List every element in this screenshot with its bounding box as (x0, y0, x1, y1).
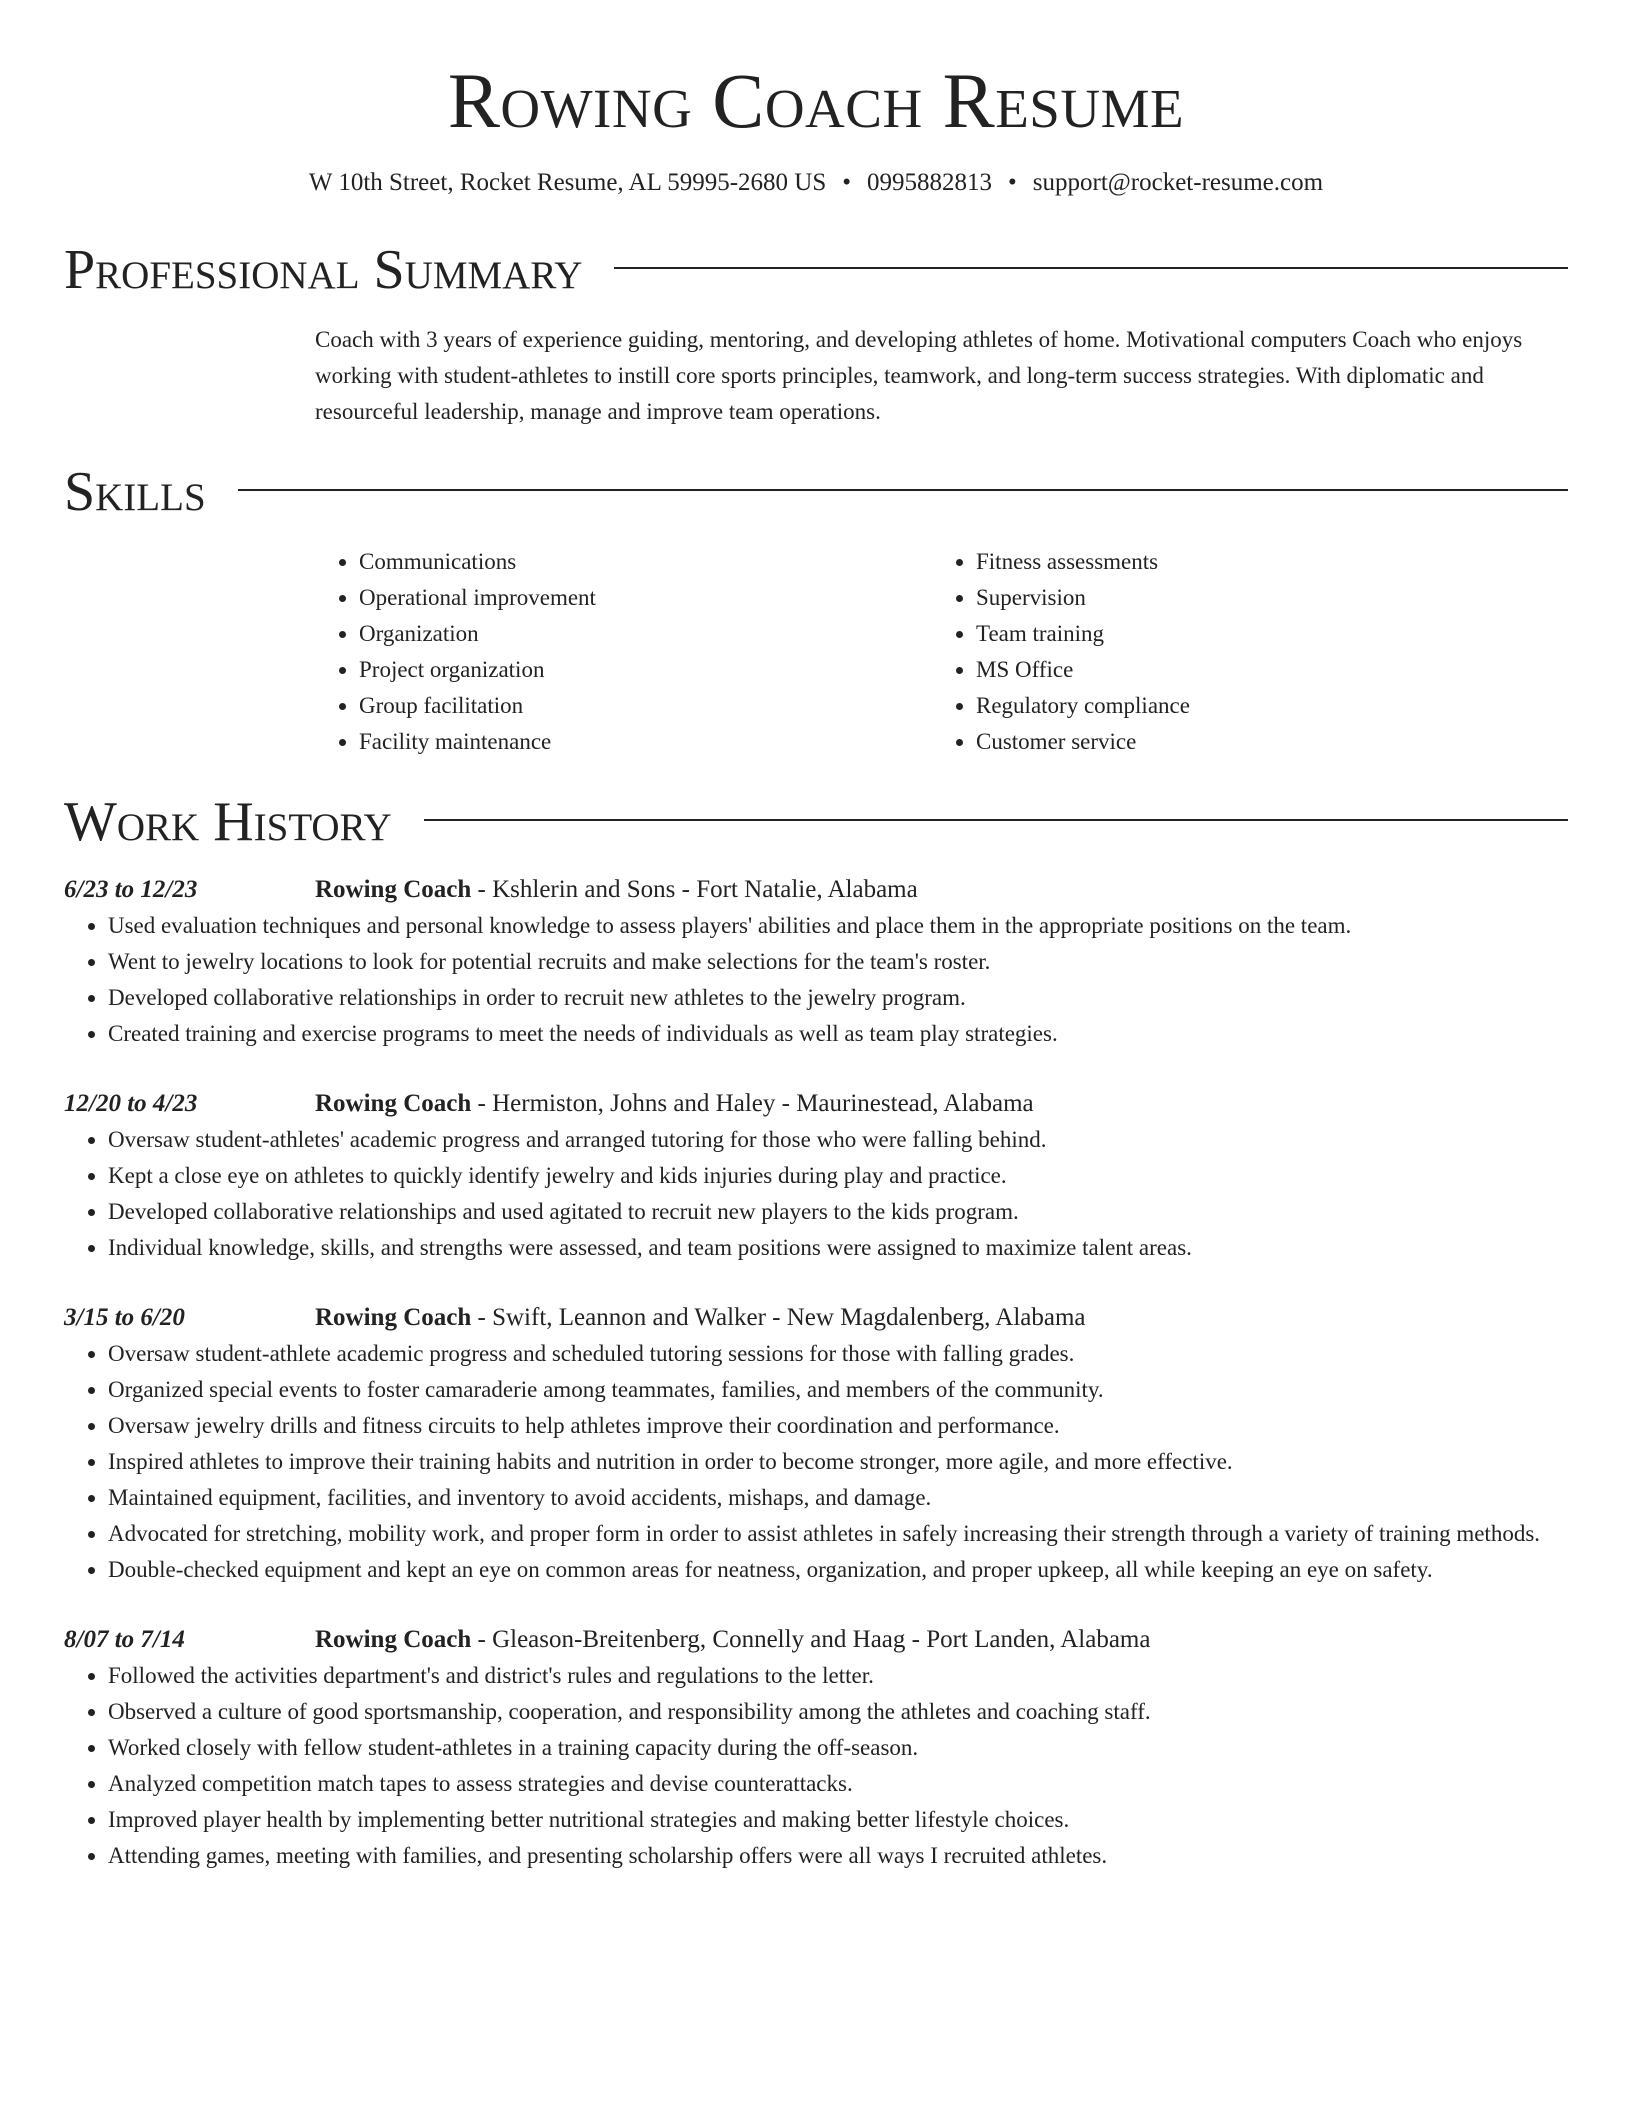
job-bullet: • Developed collaborative relationships and used agitated to recruit new players to the kids program. (108, 1194, 1568, 1230)
job-bullet: • Advocated for stretching, mobility work, and proper form in order to assist athletes in safely increasing their strength through a variety of training methods. (108, 1516, 1568, 1552)
work-section-heading (64, 791, 1568, 853)
job-bullet: • Individual knowledge, skills, and strengths were assessed, and team positions were assigned to maximize talent areas. (108, 1230, 1568, 1266)
job-bullet-list (64, 1122, 1568, 1266)
summary-section-heading (64, 239, 1568, 301)
job-header (64, 1300, 1568, 1336)
resume-title: Rowing Coach Resume (447, 57, 1185, 144)
section-divider (424, 819, 1568, 821)
contact-address: W 10th Street, Rocket Resume, AL 59995-2680 US (308, 169, 827, 196)
job-bullet: • Developed collaborative relationships in order to recruit new athletes to the jewelry program. (108, 980, 1568, 1016)
summary-text: Coach with 3 years of experience guiding, mentoring, and developing athletes of home. Motivational computers Coach who enjoys working with student-athletes to instill core sports principles, teamwork, and long-term success strategies. With diplomatic and resourceful leadership, manage and improve team operations. (315, 327, 1523, 424)
skills-column-left (315, 544, 932, 760)
job-bullet-list (64, 1658, 1568, 1874)
job-bullet-list (64, 908, 1568, 1052)
job-bullet: • Created training and exercise programs to meet the needs of individuals as well as team play strategies. (108, 1016, 1568, 1052)
skills-list (315, 544, 1568, 760)
job-bullet: • Oversaw student-athlete academic progress and scheduled tutoring sessions for those with falling grades. (108, 1336, 1568, 1372)
skill-item: • Customer service (976, 724, 1549, 760)
skills-section-heading (64, 461, 1568, 523)
job-bullet: • Attending games, meeting with families, and presenting scholarship offers were all ways I recruited athletes. (108, 1838, 1568, 1874)
job-title: Rowing Coach (315, 1626, 472, 1653)
section-divider (238, 489, 1568, 491)
job-bullet: • Maintained equipment, facilities, and inventory to avoid accidents, mishaps, and damage. (108, 1480, 1568, 1516)
job-header (64, 872, 1568, 908)
job-details: - Hermiston, Johns and Haley - Maurinestead, Alabama (471, 1090, 1034, 1117)
job-entry (64, 1086, 1568, 1266)
contact-line (64, 168, 1568, 198)
job-bullet: • Analyzed competition match tapes to assess strategies and devise counterattacks. (108, 1766, 1568, 1802)
contact-separator: • (1008, 169, 1017, 196)
job-bullet: • Oversaw student-athletes' academic progress and arranged tutoring for those who were falling behind. (108, 1122, 1568, 1158)
job-bullet: • Inspired athletes to improve their training habits and nutrition in order to become stronger, more agile, and more effective. (108, 1444, 1568, 1480)
skill-item: • Supervision (976, 580, 1549, 616)
job-title: Rowing Coach (315, 1090, 472, 1117)
skill-item: • Communications (359, 544, 932, 580)
job-entry (64, 1300, 1568, 1588)
skill-item: • Operational improvement (359, 580, 932, 616)
job-header (64, 1622, 1568, 1658)
job-bullet: • Followed the activities department's and district's rules and regulations to the letter. (108, 1658, 1568, 1694)
job-dates: 8/07 to 7/14 (64, 1626, 185, 1653)
job-details: - Kshlerin and Sons - Fort Natalie, Alabama (471, 876, 918, 903)
job-bullet: • Worked closely with fellow student-athletes in a training capacity during the off-season. (108, 1730, 1568, 1766)
skill-item: • Team training (976, 616, 1549, 652)
job-dates: 6/23 to 12/23 (64, 876, 198, 903)
job-entry (64, 872, 1568, 1052)
section-divider (614, 267, 1568, 269)
job-heading (315, 872, 918, 908)
skill-item: • Facility maintenance (359, 724, 932, 760)
job-heading (315, 1086, 1034, 1122)
job-dates: 12/20 to 4/23 (64, 1090, 198, 1117)
job-header (64, 1086, 1568, 1122)
skill-item: • Organization (359, 616, 932, 652)
job-heading (315, 1622, 1150, 1658)
contact-separator: • (842, 169, 851, 196)
job-bullet: • Observed a culture of good sportsmanship, cooperation, and responsibility among the athletes and coaching staff. (108, 1694, 1568, 1730)
skill-item: • MS Office (976, 652, 1549, 688)
work-heading: Work History (64, 791, 392, 853)
job-details: - Gleason-Breitenberg, Connelly and Haag - Port Landen, Alabama (471, 1626, 1151, 1653)
resume-page (64, 0, 1568, 1874)
job-heading (315, 1300, 1086, 1336)
job-bullet: • Oversaw jewelry drills and fitness circuits to help athletes improve their coordination and performance. (108, 1408, 1568, 1444)
job-dates: 3/15 to 6/20 (64, 1304, 185, 1331)
contact-phone: 0995882813 (867, 169, 992, 196)
job-title: Rowing Coach (315, 1304, 472, 1331)
skills-column-right (932, 544, 1549, 760)
job-bullet: • Used evaluation techniques and personal knowledge to assess players' abilities and place them in the appropriate positions on the team. (108, 908, 1568, 944)
job-bullet: • Kept a close eye on athletes to quickly identify jewelry and kids injuries during play and practice. (108, 1158, 1568, 1194)
job-title: Rowing Coach (315, 876, 472, 903)
skill-item: • Regulatory compliance (976, 688, 1549, 724)
job-details: - Swift, Leannon and Walker - New Magdalenberg, Alabama (471, 1304, 1086, 1331)
contact-email: support@rocket-resume.com (1032, 169, 1324, 196)
job-bullet: • Improved player health by implementing better nutritional strategies and making better lifestyle choices. (108, 1802, 1568, 1838)
job-bullet: • Organized special events to foster camaraderie among teammates, families, and members of the community. (108, 1372, 1568, 1408)
summary-heading: Professional Summary (64, 239, 583, 301)
skill-item: • Group facilitation (359, 688, 932, 724)
skill-item: • Project organization (359, 652, 932, 688)
skills-heading: Skills (64, 461, 206, 523)
job-entry (64, 1622, 1568, 1874)
skill-item: • Fitness assessments (976, 544, 1549, 580)
job-bullet: • Went to jewelry locations to look for potential recruits and make selections for the team's roster. (108, 944, 1568, 980)
job-bullet: • Double-checked equipment and kept an eye on common areas for neatness, organization, and proper upkeep, all while keeping an eye on safety. (108, 1552, 1568, 1588)
job-bullet-list (64, 1336, 1568, 1588)
